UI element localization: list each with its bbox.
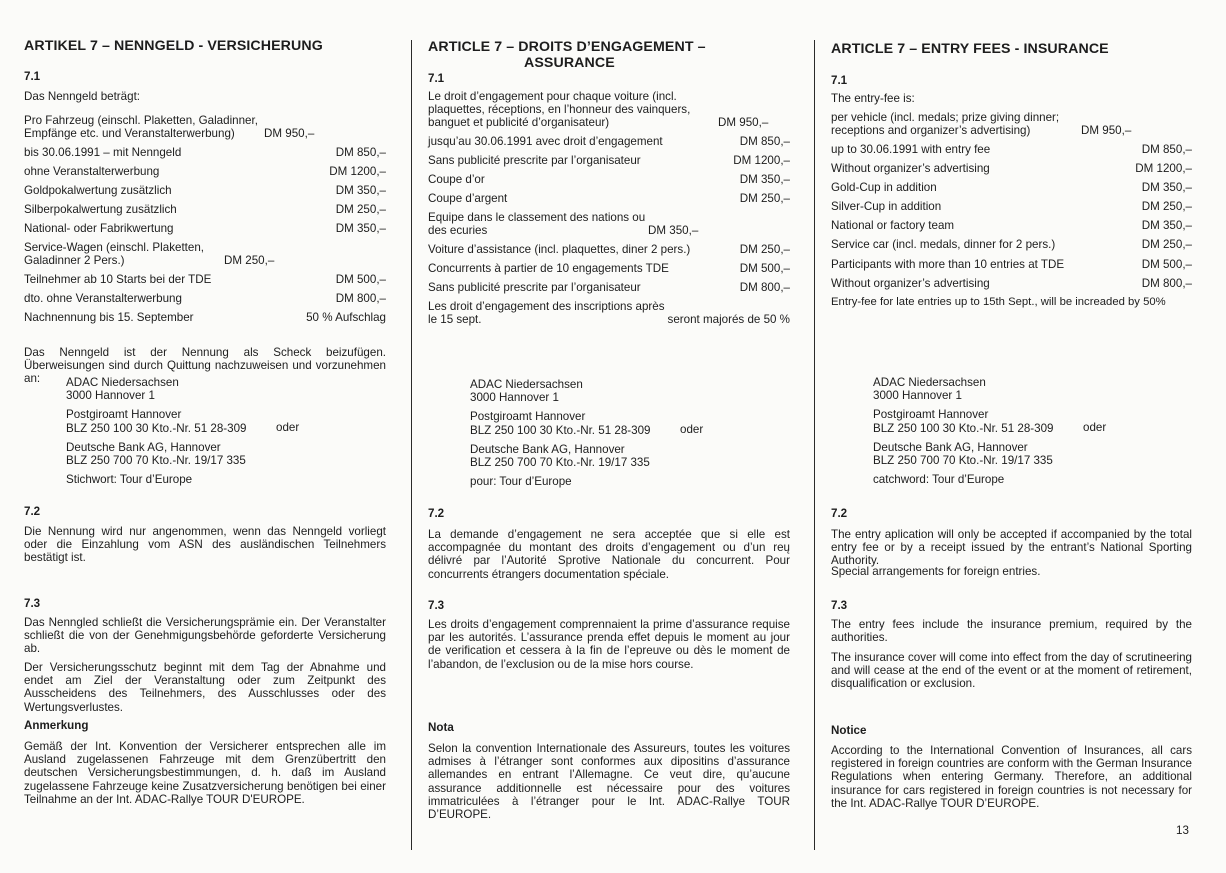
section-heading-7-2: 7.2 [831,507,848,520]
fee-row [24,273,386,286]
fee-amount: DM 500,– [1141,258,1192,271]
org-city: 3000 Hannover 1 [470,391,559,405]
fee-amount: DM 800,– [739,281,790,294]
fee-row [428,211,790,237]
section-heading-7-3: 7.3 [831,599,848,612]
reference: catchword: Tour d’Europe [873,473,1005,487]
fee-label: National or factory team [831,219,955,232]
fee-intro: The entry-fee is: [831,92,915,105]
bank-account: BLZ 250 100 30 Kto.-Nr. 51 28-309 [66,421,247,435]
fee-label: Without organizer’s advertising [831,277,990,290]
bank-address [470,378,790,488]
late-entry-surcharge: seront majorés de 50 % [667,313,790,326]
section-7-3-text: Der Versicherungsschutz beginnt mit dem Tag der Abnahme und endet am Ziel der Veranstaltung oder zum Zeitpunkt des Ausscheidens des Teilnehmers, des Ausschlusses oder des Wertungsverlustes. [24,661,386,714]
section-7-2-text: La demande d’engagement ne sera acceptée que si elle est accompagnée du montant des droits d’engagement ou d’un reų délivré par l’Autorité Sprotive Nationale du concurrent. Pour concurrents étrangers documentation spéciale. [428,528,790,581]
fee-amount: DM 500,– [335,273,386,286]
fee-row [24,222,386,235]
fee-row [831,258,1192,271]
bank-name: Postgiroamt Hannover [873,408,989,422]
fee-label: Participants with more than 10 entries at TDE [831,258,1065,271]
section-heading-7-3: 7.3 [428,599,445,612]
fee-amount: DM 950,– [1081,124,1132,138]
article-title: ARTIKEL 7 – NENNGELD - VERSICHERUNG [24,38,323,54]
fee-amount: DM 500,– [739,262,790,275]
org-city: 3000 Hannover 1 [66,389,155,403]
late-entry-date: le 15 sept. [428,313,482,326]
bank-name: Deutsche Bank AG, Hannover [873,440,1028,454]
fee-row [428,192,790,205]
fee-amount: DM 850,– [335,146,386,159]
fee-row [428,262,790,275]
section-heading-7-2: 7.2 [428,507,445,520]
fee-amount: DM 350,– [1141,181,1192,194]
fee-row [428,90,790,130]
fee-row [24,203,386,216]
fee-label: Sans publicité prescrite par l’organisateur [428,281,641,294]
fee-amount: 50 % Aufschlag [306,311,386,324]
fee-row [428,154,790,167]
fee-label: bis 30.06.1991 – mit Nenngeld [24,146,182,159]
bank-name: Deutsche Bank AG, Hannover [66,440,221,454]
bank-name: Postgiroamt Hannover [66,408,182,422]
fee-amount: DM 1200,– [1135,162,1192,175]
bank-name: Deutsche Bank AG, Hannover [470,442,625,456]
fee-row [24,114,386,140]
article-title-continued: ASSURANCE [524,55,615,71]
column-french [428,0,790,873]
fee-amount: DM 250,– [739,192,790,205]
late-entry-line: Entry-fee for late entries up to 15th Sept., will be increaded by 50% [831,296,1166,308]
page-number: 13 [1176,824,1189,837]
bank-address [873,376,1192,486]
section-heading-7-3: 7.3 [24,597,41,610]
fee-label: Coupe d’argent [428,192,508,205]
section-7-2-text: Special arrangements for foreign entries. [831,565,1041,578]
fee-amount: DM 850,– [739,135,790,148]
org-name: ADAC Niedersachsen [66,376,179,389]
late-entry-line: Les droit d’engagement des inscriptions après [428,300,665,313]
fee-label: Silberpokalwertung zusätzlich [24,203,177,216]
section-heading-7-1: 7.1 [24,70,41,83]
note-text: Gemäß der Int. Konvention der Versicherer entsprechen alle im Ausland zugelassenen Fahrzeuge mit dem Grenzübertritt den deutschen Versicherungsbestimmungen, d. h. daß im Ausland zugelassene Fahrzeuge keine Zusatzversicherung benötigen bei einer Teilnahme an der Int. ADAC-Rallye TOUR D'EUROPE. [24,740,386,806]
section-heading-7-1: 7.1 [428,72,445,85]
bank-account: BLZ 250 700 70 Kto.-Nr. 19/17 335 [873,454,1053,468]
fee-label: up to 30.06.1991 with entry fee [831,143,991,156]
fee-label: Silver-Cup in addition [831,200,942,213]
fee-label: dto. ohne Veranstalterwerbung [24,292,182,305]
section-7-3-text: The insurance cover will come into effect from the day of scrutineering and will cease at the end of the event or at the moment of retirement, disqualification or exclusion. [831,651,1192,691]
fee-row [831,200,1192,213]
fee-row [428,243,790,256]
fee-intro: Das Nenngeld beträgt: [24,90,141,103]
section-heading-7-1: 7.1 [831,74,848,87]
section-7-2-text: Die Nennung wird nur angenommen, wenn das Nenngeld vorliegt oder die Einzahlung vom ASN des ausländischen Teilnehmers bestätigt ist. [24,525,386,565]
fee-label: Concurrents à partier de 10 engagements TDE [428,262,669,275]
fee-row [831,277,1192,290]
section-7-3-text: Das Nenngled schließt die Versicherungsprämie ein. Der Veranstalter schließt die von der Genehmigungsbehörde geforderte Versicherung ab. [24,616,386,656]
fee-row [24,292,386,305]
fee-amount: DM 250,– [739,243,790,256]
bank-name: Postgiroamt Hannover [470,410,586,424]
column-german [24,0,386,873]
fee-label: jusqu’au 30.06.1991 avec droit d’engagement [428,135,663,148]
article-title: ARTICLE 7 – DROITS D’ENGAGEMENT – [428,39,706,55]
fee-row [24,165,386,178]
bank-account: BLZ 250 100 30 Kto.-Nr. 51 28-309 [873,421,1054,435]
fee-label: per vehicle (incl. medals; prize giving dinner; receptions and organizer’s advertising) [831,111,1060,138]
fee-amount: DM 350,– [335,184,386,197]
fee-label: Gold-Cup in addition [831,181,937,194]
fee-label: National- oder Fabrikwertung [24,222,174,235]
fee-amount: DM 250,– [335,203,386,216]
fee-row [831,219,1192,232]
org-name: ADAC Niedersachsen [873,376,986,389]
org-name: ADAC Niedersachsen [470,378,583,391]
fee-label: Le droit d’engagement pour chaque voiture (incl. plaquettes, réceptions, en l’honneur des vainquers, banguet et publicité d’organisateur) [428,90,691,130]
fee-label: Sans publicité prescrite par l’organisateur [428,154,641,167]
fee-label: Service-Wagen (einschl. Plaketten, Galadinner 2 Pers.) [24,241,204,268]
fee-amount: DM 800,– [1141,277,1192,290]
bank-address [66,376,386,486]
fee-amount: DM 850,– [1141,143,1192,156]
fee-amount: DM 950,– [264,127,315,141]
fee-row [24,146,386,159]
bank-account: BLZ 250 700 70 Kto.-Nr. 19/17 335 [470,456,650,470]
fee-row [831,238,1192,251]
note-text: Selon la convention Internationale des Assureurs, toutes les voitures admises à l’étranger sont conformes aux dipositins d’assurance allemandes en entrant l’Allemagne. Ce veut dire, qu’aucune assurance additionnelle est nécessaire pour des voitures immatriculées à l’étranger pour le Int. ADAC-Rallye TOUR D’EUROPE. [428,742,790,822]
note-heading: Notice [831,724,867,737]
column-english [831,0,1192,873]
fee-row [831,162,1192,175]
fee-amount: DM 350,– [335,222,386,235]
article-title: ARTICLE 7 – ENTRY FEES - INSURANCE [831,41,1109,57]
section-heading-7-2: 7.2 [24,505,41,518]
fee-amount: DM 250,– [224,254,275,268]
or-word: oder [276,421,300,434]
fee-label: Without organizer’s advertising [831,162,990,175]
column-divider-left [411,40,412,850]
fee-label: Voiture d’assistance (incl. plaquettes, diner 2 pers.) [428,243,691,256]
fee-label: Teilnehmer ab 10 Starts bei der TDE [24,273,212,286]
section-7-3-text: Les droits d’engagement comprennaient la prime d’assurance requise par les autorités. L’assurance prenda effet depuis le moment au jour de verification et cessera à la fin de l’epreuve ou dès le moment de l’abandon, de l’exclusion ou de la mise hors course. [428,618,790,671]
fee-amount: DM 250,– [1141,200,1192,213]
note-heading: Nota [428,721,454,734]
fee-label: ohne Veranstalterwerbung [24,165,160,178]
note-text: According to the International Convention of Insurances, all cars registered in foreign countries are conform with the German Insurance Regulations when entering Germany. Therefore, an additional insurance for cars registered in foreign countries is not necessary for the Int. ADAC-Rallye TOUR D’EUROPE. [831,744,1192,810]
column-divider-right [814,40,815,850]
section-7-2-text: The entry aplication will only be accepted if accompanied by the total entry fee or by a receipt issued by the entrant’s National Sporting Authority. [831,528,1192,568]
or-word: oder [680,423,704,436]
fee-amount: DM 350,– [648,224,699,238]
fee-row [428,281,790,294]
fee-row [428,173,790,186]
fee-label: Equipe dans le classement des nations ou des ecuries [428,211,646,238]
fee-label: Nachnennung bis 15. September [24,311,194,324]
org-city: 3000 Hannover 1 [873,389,962,403]
fee-amount: DM 950,– [718,116,769,130]
fee-row [831,143,1192,156]
fee-row [24,241,386,267]
fee-row [24,184,386,197]
fee-row [831,181,1192,194]
fee-amount: DM 800,– [335,292,386,305]
fee-amount: DM 350,– [1141,219,1192,232]
reference: Stichwort: Tour d’Europe [66,473,193,487]
fee-amount: DM 1200,– [329,165,386,178]
fee-row [428,135,790,148]
bank-account: BLZ 250 700 70 Kto.-Nr. 19/17 335 [66,454,246,468]
fee-row [24,311,386,324]
late-entry-row [428,313,790,326]
or-word: oder [1083,421,1107,434]
fee-label: Pro Fahrzeug (einschl. Plaketten, Galadinner, Empfänge etc. und Veranstalterwerbung) [24,114,258,141]
fee-label: Coupe d’or [428,173,485,186]
bank-account: BLZ 250 100 30 Kto.-Nr. 51 28-309 [470,423,651,437]
section-7-3-text: The entry fees include the insurance premium, required by the authorities. [831,618,1192,645]
note-heading: Anmerkung [24,719,89,732]
fee-label: Goldpokalwertung zusätzlich [24,184,172,197]
fee-label: Service car (incl. medals, dinner for 2 pers.) [831,238,1056,251]
reference: pour: Tour d’Europe [470,475,572,489]
fee-amount: DM 250,– [1141,238,1192,251]
fee-row [831,111,1192,137]
payment-instructions: Das Nenngeld ist der Nennung als Scheck beizufügen. Überweisungen sind durch Quittung nachzuweisen und vorzunehmen an: [24,346,386,386]
fee-amount: DM 1200,– [733,154,790,167]
fee-amount: DM 350,– [739,173,790,186]
